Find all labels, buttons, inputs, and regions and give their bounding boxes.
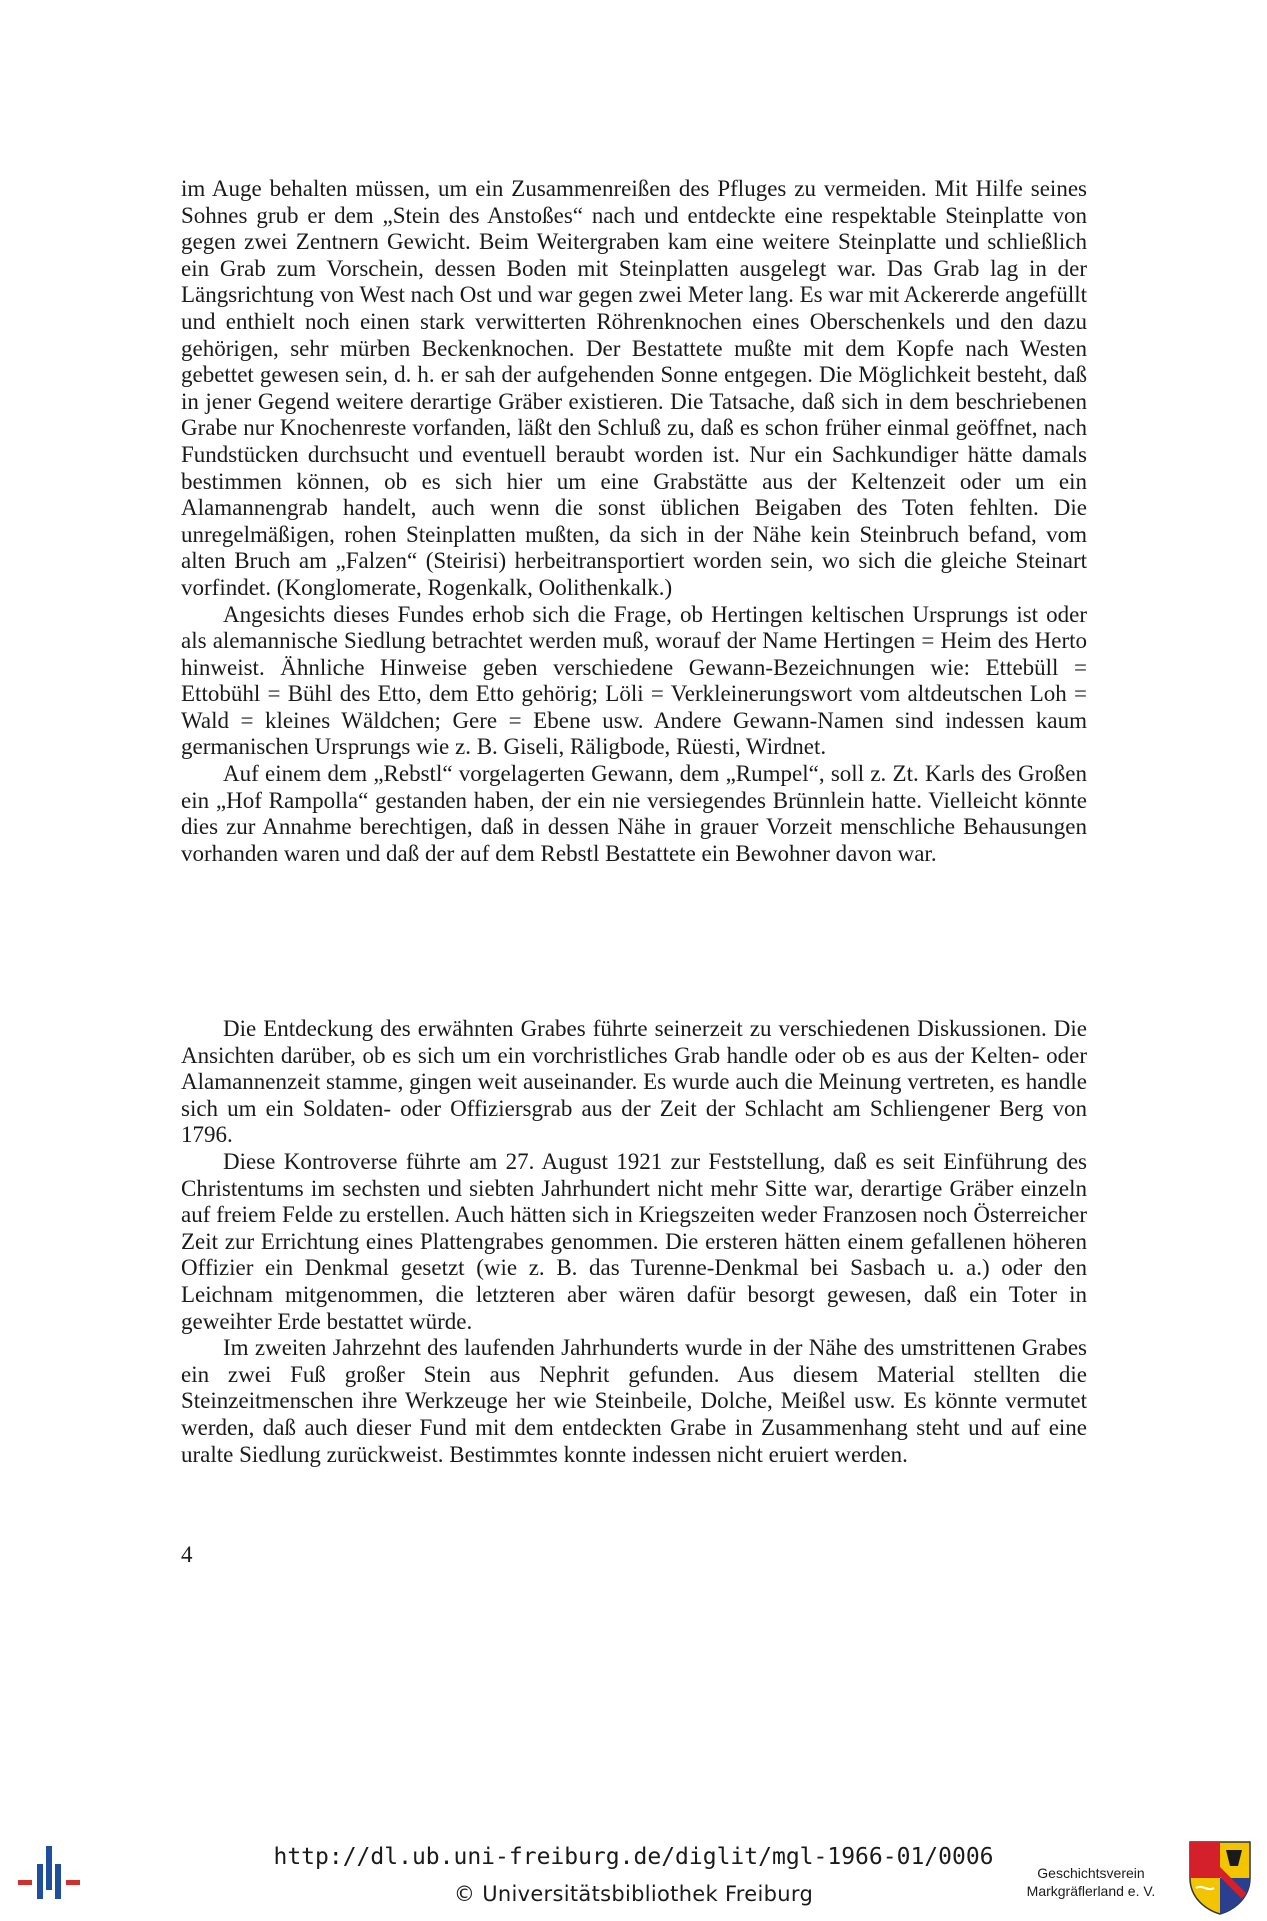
text-section-2 <box>181 1016 1087 1468</box>
paragraph: im Auge behalten müssen, um ein Zusammenreißen des Pfluges zu vermeiden. Mit Hilfe seines Sohnes grub er dem „Stein des Anstoßes“ nach und entdeckte eine respektable Steinplatte von gegen zwei Zentnern Gewicht. Beim Weitergraben kam eine weitere Steinplatte und schließlich ein Grab zum Vorschein, dessen Boden mit Steinplatten ausgelegt war. Das Grab lag in der Längsrichtung von West nach Ost und war gegen zwei Meter lang. Es war mit Ackererde angefüllt und enthielt noch einen stark verwitterten Röhrenknochen eines Oberschenkels und den dazu gehörigen, sehr mürben Beckenknochen. Der Bestattete mußte mit dem Kopfe nach Westen gebettet gewesen sein, d. h. er sah der aufgehenden Sonne entgegen. Die Möglichkeit besteht, daß in jener Gegend weitere derartige Gräber existieren. Die Tatsache, daß sich in dem beschriebenen Grabe nur Knochenreste vorfanden, läßt den Schluß zu, daß es schon früher einmal geöffnet, nach Fundstücken durchsucht und eventuell beraubt worden ist. Nur ein Sachkundiger hätte damals bestimmen können, ob es sich hier um eine Grabstätte aus der Keltenzeit oder um ein Alamannengrab handelt, auch wenn die sonst üblichen Beigaben des Toten fehlten. Die unregelmäßigen, rohen Steinplatten mußten, da sich in der Nähe kein Steinbruch befand, vom alten Bruch am „Falzen“ (Steirisi) herbeitransportiert worden sein, wo sich die gleiche Steinart vorfindet. (Konglomerate, Rogenkalk, Oolithenkalk.) <box>181 176 1087 600</box>
society-name <box>1000 1864 1182 1900</box>
copyright-notice: © Universitätsbibliothek Freiburg <box>453 1882 814 1906</box>
paragraph: Diese Kontroverse führte am 27. August 1921 zur Feststellung, daß es seit Einführung des Christentums im sechsten und siebten Jahrhundert nicht mehr Sitte war, derartige Gräber einzeln auf freiem Felde zu erstellen. Auch hätten sich in Kriegszeiten weder Franzosen noch Österreicher Zeit zur Errichtung eines Plattengrabes genommen. Die ersteren hätten einem gefallenen höheren Offizier ein Denkmal gesetzt (wie z. B. das Turenne-Denkmal bei Sasbach u. a.) oder den Leichnam mitgenommen, die letzteren aber wären dafür besorgt gewesen, daß ein Toter in geweihter Erde bestattet würde. <box>181 1148 1087 1334</box>
coat-of-arms-icon <box>1186 1838 1254 1916</box>
document-url-link[interactable]: http://dl.ub.uni-freiburg.de/diglit/mgl-1966-01/0006 <box>273 1844 994 1870</box>
text-section-1 <box>181 176 1087 867</box>
paragraph: Im zweiten Jahrzehnt des laufenden Jahrhunderts wurde in der Nähe des umstrittenen Grabes ein zwei Fuß großer Stein aus Nephrit gefunden. Aus diesem Material stellten die Steinzeitmenschen ihre Werkzeuge her wie Steinbeile, Dolche, Meißel usw. Es könnte vermutet werden, daß auch dieser Fund mit dem entdeckten Grabe in Zusammenhang steht und auf eine uralte Siedlung zurückweist. Bestimmtes konnte indessen nicht eruiert werden. <box>181 1335 1087 1467</box>
paragraph: Auf einem dem „Rebstl“ vorgelagerten Gewann, dem „Rumpel“, soll z. Zt. Karls des Großen ein „Hof Rampolla“ gestanden haben, der ein nie versiegendes Brünnlein hatte. Vielleicht könnte dies zur Annahme berechtigen, daß in dessen Nähe in grauer Vorzeit menschliche Behausungen vorhanden waren und daß der auf dem Rebstl Bestattete ein Bewohner davon war. <box>181 761 1087 866</box>
page-number: 4 <box>181 1542 193 1567</box>
society-name-line-1: Geschichtsverein <box>1037 1865 1145 1881</box>
paragraph: Die Entdeckung des erwähnten Grabes führte seinerzeit zu verschiedenen Diskussionen. Die Ansichten darüber, ob es sich um ein vorchristliches Grab handle oder ob es aus der Kelten- oder Alamannenzeit stamme, gingen weit auseinander. Es wurde auch die Meinung vertreten, es handle sich um ein Soldaten- oder Offiziersgrab aus der Zeit der Schlacht am Schliengener Berg von 1796. <box>181 1016 1087 1148</box>
paragraph: Angesichts dieses Fundes erhob sich die Frage, ob Hertingen keltischen Ursprungs ist oder als alemannische Siedlung betrachtet werden muß, worauf der Name Hertingen = Heim des Herto hinweist. Ähnliche Hinweise geben verschiedene Gewann-Bezeichnungen wie: Ettebüll = Ettobühl = Bühl des Etto, dem Etto gehörig; Löli = Verkleinerungswort vom altdeutschen Loh = Wald = kleines Wäldchen; Gere = Ebene usw. Andere Gewann-Namen sind indessen kaum germanischen Ursprungs wie z. B. Giseli, Räligbode, Rüesti, Wirdnet. <box>181 601 1087 760</box>
society-name-line-2: Markgräflerland e. V. <box>1026 1883 1156 1899</box>
